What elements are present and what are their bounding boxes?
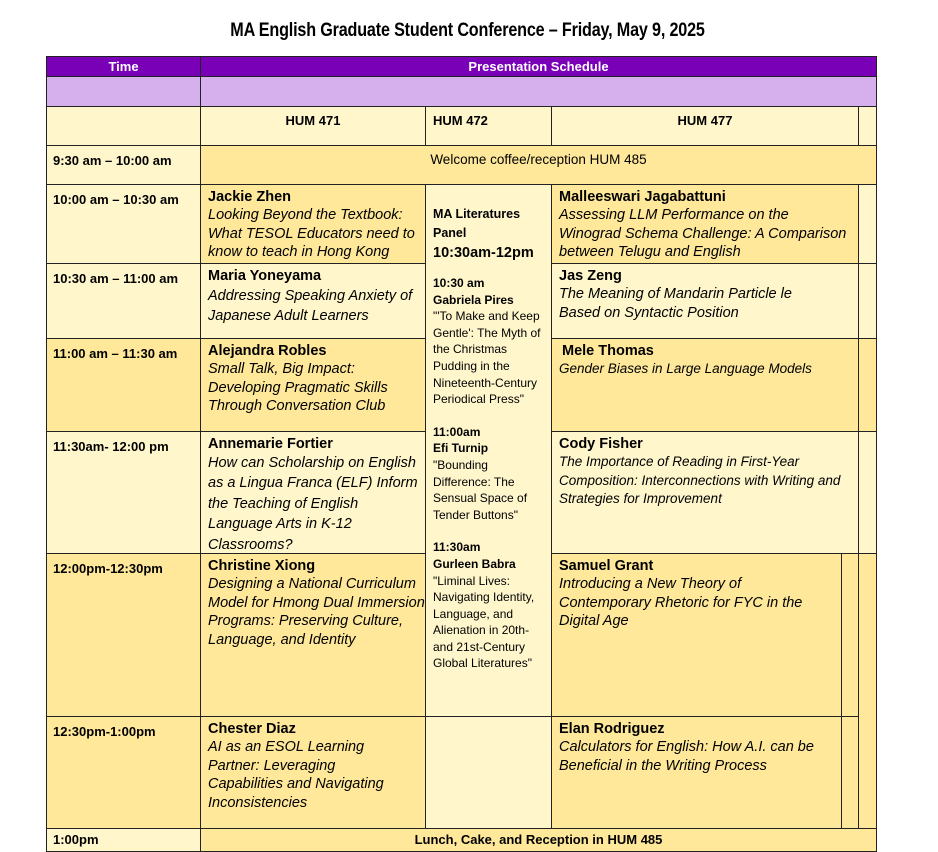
panel-talk-time: 10:30 am — [433, 276, 485, 290]
panel-talk-time: 11:30am — [433, 540, 481, 555]
panel-talk — [433, 275, 547, 408]
talk-title: The Importance of Reading in First-Year Composition: Interconnections with Writing and Strategies for Improvement — [559, 454, 841, 507]
presenter-name: Elan Rodriguez — [559, 721, 665, 737]
slot-time: 11:30am- 12:00 pm — [46, 431, 201, 554]
talk-title: Small Talk, Big Impact: Developing Pragmatic Skills Through Conversation Club — [208, 361, 388, 415]
hum477-session — [551, 716, 859, 829]
panel-talk-presenter: Gurleen Babra — [433, 556, 516, 571]
hum471-session — [200, 184, 426, 264]
literatures-panel — [425, 184, 552, 717]
hum471-session — [200, 263, 426, 339]
talk-title: Designing a National Curriculum Model for Hmong Dual Immersion Programs: Preserving Culture, Language, and Identity — [208, 576, 425, 648]
time-column-header: Time — [46, 56, 201, 77]
panel-talk-presenter: Gabriela Pires — [433, 292, 514, 307]
panel-talk — [433, 539, 547, 672]
schedule-column-header: Presentation Schedule — [200, 56, 877, 77]
room-header-hum471: HUM 471 — [200, 106, 426, 146]
welcome-text: Welcome coffee/reception HUM 485 — [200, 145, 877, 185]
slot-time: 12:30pm-1:00pm — [46, 716, 201, 829]
presenter-name: Chester Diaz — [208, 721, 296, 737]
talk-title: The Meaning of Mandarin Particle le Based on Syntactic Position — [559, 286, 792, 321]
talk-title: Assessing LLM Performance on the Winograd Schema Challenge: A Comparison between Telugu and English — [559, 207, 847, 261]
presenter-name: Mele Thomas — [562, 343, 654, 359]
column-divider — [841, 553, 842, 829]
hum471-session — [200, 431, 426, 554]
room-header-hum472: HUM 472 — [425, 106, 552, 146]
room-header-hum477: HUM 477 — [551, 106, 859, 146]
talk-title: How can Scholarship on English as a Lingua Franca (ELF) Inform the Teaching of English Language Arts in K-12 Classrooms? — [208, 455, 418, 553]
page-title: MA English Graduate Student Conference – Friday, May 9, 2025 — [230, 20, 705, 41]
slot-time: 11:00 am – 11:30 am — [46, 338, 201, 432]
room-header-extra — [858, 106, 877, 146]
slot-time: 10:00 am – 10:30 am — [46, 184, 201, 264]
presenter-name: Alejandra Robles — [208, 343, 327, 359]
hum471-session — [200, 716, 426, 829]
spacer-row-time — [46, 76, 201, 107]
panel-talk-time: 11:00am — [433, 424, 481, 439]
panel-time: 10:30am-12pm — [433, 245, 534, 261]
talk-title: Calculators for English: How A.I. can be Beneficial in the Writing Process — [559, 739, 814, 774]
hum471-session — [200, 338, 426, 432]
presenter-name: Jas Zeng — [559, 268, 622, 284]
hum477-session — [551, 431, 859, 554]
room-row-time-cell — [46, 106, 201, 146]
lunch-text: Lunch, Cake, and Reception in HUM 485 — [200, 828, 877, 852]
presenter-name: Maria Yoneyama — [208, 268, 322, 284]
hum477-session — [551, 263, 859, 339]
slot-time: 10:30 am – 11:00 am — [46, 263, 201, 339]
presenter-name: Samuel Grant — [559, 558, 654, 574]
presenter-name: Christine Xiong — [208, 558, 316, 574]
talk-title: Looking Beyond the Textbook: What TESOL Educators need to know to teach in Hong Kong — [208, 207, 415, 261]
talk-title: Gender Biases in Large Language Models — [559, 361, 812, 376]
hum477-session — [551, 184, 859, 264]
extra-column-cell — [858, 338, 877, 432]
hum477-session — [551, 553, 859, 717]
talk-title: Introducing a New Theory of Contemporary Rhetoric for FYC in the Digital Age — [559, 576, 803, 630]
lunch-time: 1:00pm — [46, 828, 201, 852]
hum472-empty — [425, 716, 552, 829]
extra-column-cell — [858, 263, 877, 339]
presenter-name: Jackie Zhen — [208, 189, 292, 205]
panel-talk-title: "'To Make and Keep Gentle': The Myth of the Christmas Pudding in the Nineteenth-Century Periodical Press" — [433, 309, 541, 407]
panel-talk-title: "Liminal Lives: Navigating Identity, Language, and Alienation in 20th- and 21st-Century Global Literatures" — [433, 573, 535, 671]
presenter-name: Cody Fisher — [559, 436, 643, 452]
panel-talk-presenter: Efi Turnip — [433, 441, 489, 456]
panel-title: MA Literatures Panel — [433, 207, 521, 240]
panel-talk-title: "Bounding Difference: The Sensual Space of Tender Buttons" — [433, 457, 528, 522]
spacer-row-schedule — [200, 76, 877, 107]
talk-title: AI as an ESOL Learning Partner: Leveraging Capabilities and Navigating Inconsistencies — [208, 739, 384, 811]
presenter-name: Malleeswari Jagabattuni — [559, 189, 726, 205]
slot-time: 12:00pm-12:30pm — [46, 553, 201, 717]
welcome-time: 9:30 am – 10:00 am — [46, 145, 201, 185]
extra-column-cell — [858, 431, 877, 554]
extra-column-cell — [858, 553, 877, 829]
presenter-name: Annemarie Fortier — [208, 436, 333, 452]
panel-talk — [433, 424, 547, 524]
hum471-session — [200, 553, 426, 717]
extra-column-cell — [858, 184, 877, 264]
hum477-session — [551, 338, 859, 432]
talk-title: Addressing Speaking Anxiety of Japanese Adult Learners — [208, 288, 413, 324]
